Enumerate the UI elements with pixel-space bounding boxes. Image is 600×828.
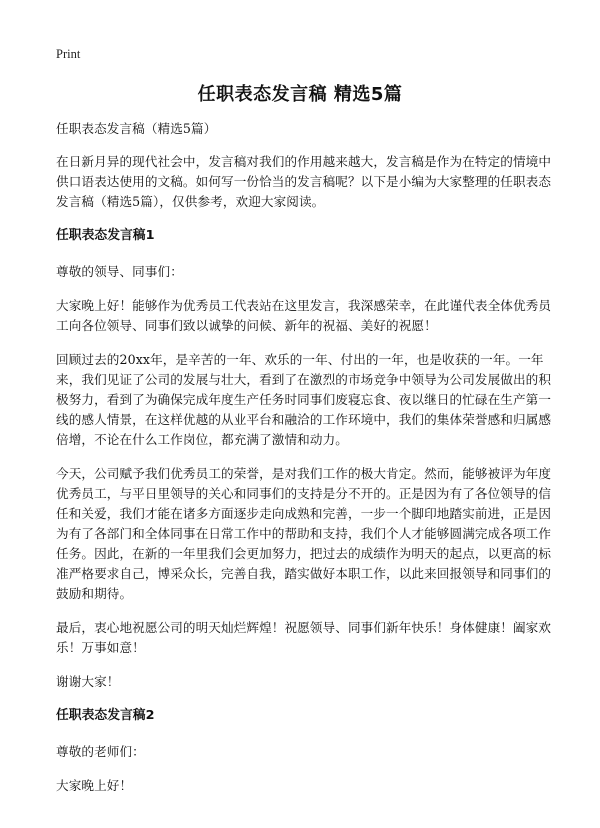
intro-paragraph: 在日新月异的现代社会中，发言稿对我们的作用越来越大，发言稿是作为在特定的情境中供口语表达使用的文稿。如何写一份恰当的发言稿呢？以下是小编为大家整理的任职表态发言稿（精选5篇），仅供参考，欢迎大家阅读。 [56, 154, 552, 209]
article-body [56, 119, 556, 810]
section-1-paragraph-1: 大家晚上好！能够作为优秀员工代表站在这里发言，我深感荣幸，在此谨代表全体优秀员工向各位领导、同事们致以诚挚的问候、新年的祝福、美好的祝愿！ [56, 298, 552, 333]
section-1-paragraph-4: 最后，衷心地祝愿公司的明天灿烂辉煌！祝愿领导、同事们新年快乐！身体健康！阖家欢乐！万事如意！ [56, 620, 552, 655]
page-title: 任职表态发言稿 精选5篇 [197, 84, 403, 105]
section-1-greeting: 尊敬的领导、同事们： [56, 264, 183, 279]
section-1-paragraph-3: 今天，公司赋予我们优秀员工的荣誉，是对我们工作的极大肯定。然而，能够被评为年度优秀员工，与平日里领导的关心和同事们的支持是分不开的。正是因为有了各位领导的信任和关爱，我们才能在诸多方面逐步走向成熟和完善，一步一个脚印地踏实前进，正是因为有了各部门和全体同事在日常工作中的帮助和支持，我们个人才能够圆满完成各项工作任务。因此，在新的一年里我们会更加努力，把过去的成绩作为明天的起点，以更高的标准严格要求自己，博采众长，完善自我，踏实做好本职工作，以此来回报领导和同事们的鼓励和期待。 [56, 466, 552, 601]
section-heading-2: 任职表态发言稿2 [56, 708, 155, 723]
article-subtitle: 任职表态发言稿（精选5篇） [56, 121, 217, 136]
section-heading-1: 任职表态发言稿1 [56, 228, 155, 243]
print-link[interactable]: Print [56, 47, 81, 61]
section-1-closing: 谢谢大家！ [56, 674, 120, 689]
section-2-greeting: 尊敬的老师们： [56, 744, 145, 759]
section-1-paragraph-2: 回顾过去的20xx年，是辛苦的一年、欢乐的一年、付出的一年，也是收获的一年。一年来，我们见证了公司的发展与壮大，看到了在激烈的市场竞争中领导为公司发展做出的积极努力，看到了为确保完成年度生产任务时同事们废寝忘食、夜以继日的忙碌在生产第一线的感人情景，在这样优越的从业平台和融洽的工作环境中，我们的集体荣誉感和归属感倍增，不论在什么工作岗位，都充满了激情和动力。 [56, 352, 552, 447]
section-2-paragraph-1: 大家晚上好！ [56, 778, 133, 793]
